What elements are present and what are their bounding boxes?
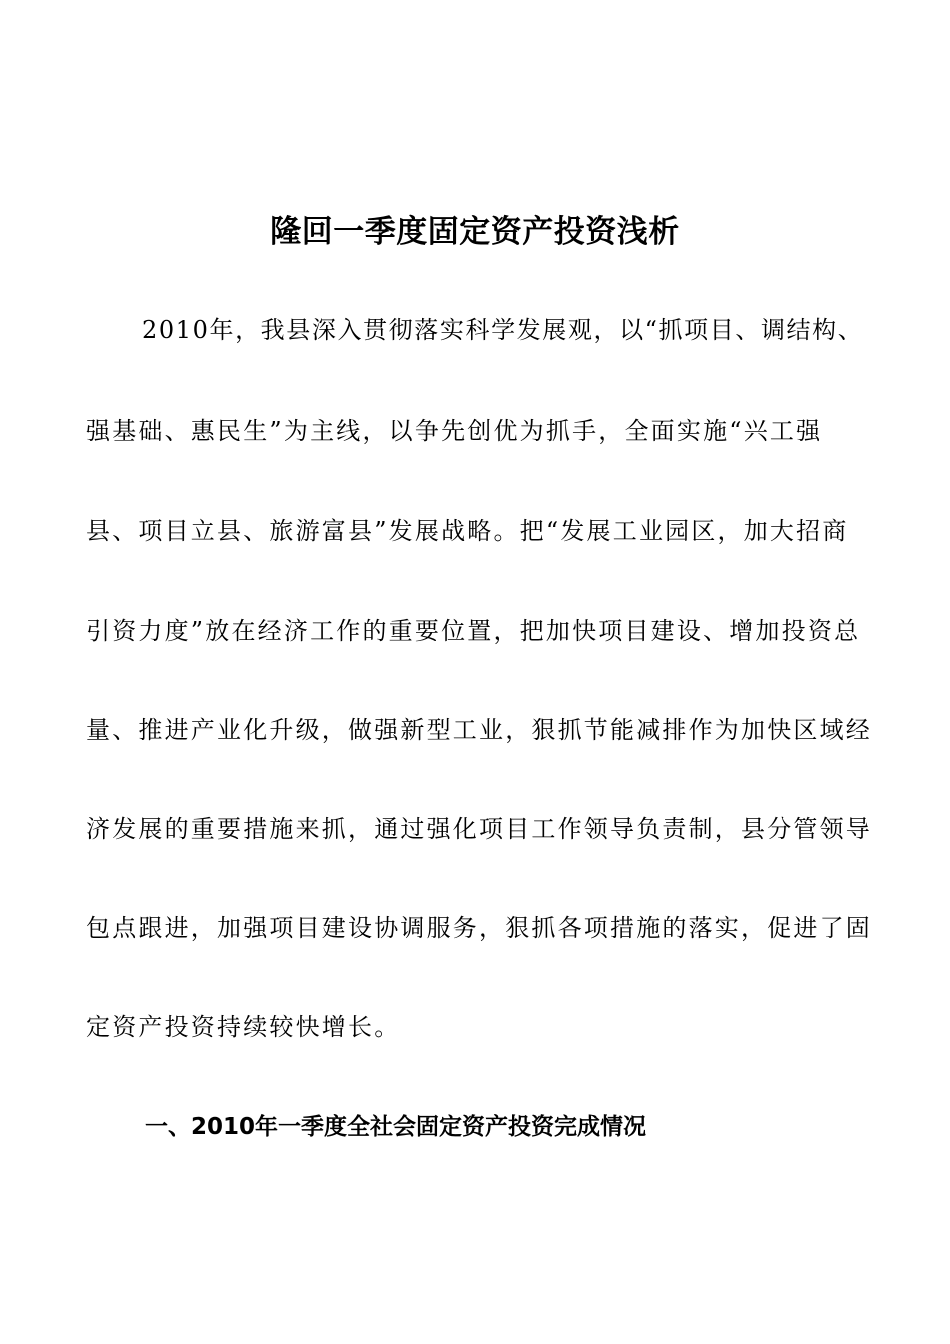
- document-title: 隆回一季度固定资产投资浅析: [270, 214, 680, 250]
- paragraph-line: 引资力度”放在经济工作的重要位置，把加快项目建设、增加投资总: [86, 617, 861, 645]
- paragraph-line: 强基础、惠民生”为主线，以争先创优为抓手，全面实施“兴工强: [86, 417, 823, 445]
- paragraph-line: 包点跟进，加强项目建设协调服务，狠抓各项措施的落实，促进了固: [86, 914, 872, 942]
- paragraph-line: 定资产投资持续较快增长。: [86, 1013, 401, 1041]
- paragraph-line: 县、项目立县、旅游富县”发展战略。把“发展工业园区，加大招商: [86, 517, 849, 545]
- paragraph-line: 量、推进产业化升级，做强新型工业，狠抓节能减排作为加快区域经: [86, 716, 872, 744]
- paragraph-line: 济发展的重要措施来抓，通过强化项目工作领导负责制，县分管领导: [86, 815, 872, 843]
- section-heading: 一、2010年一季度全社会固定资产投资完成情况: [145, 1114, 647, 1140]
- paragraph-line: 2010年，我县深入贯彻落实科学发展观，以“抓项目、调结构、: [142, 316, 864, 344]
